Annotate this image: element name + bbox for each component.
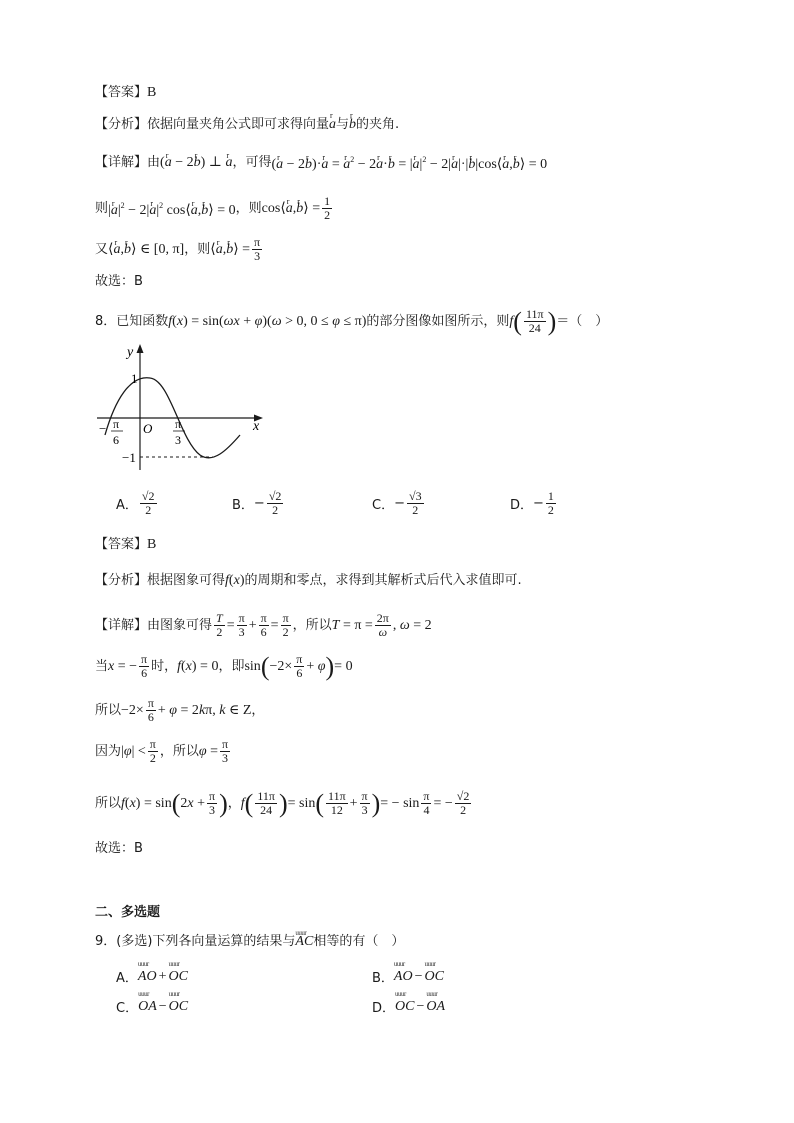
q8-stem-mid: 的部分图像如图所示，则 bbox=[366, 313, 510, 329]
q9-option-b-v1: uuur AO bbox=[394, 969, 413, 985]
q8-frac-pi2b: $\frac{\pi}{2}$ bbox=[149, 737, 156, 765]
q8-function-def: f(x) = sin(ωx + φ)(ω > 0, 0 ≤ φ ≤ π) bbox=[168, 313, 367, 329]
q7-detail-tag: 【详解】 bbox=[95, 154, 148, 170]
q8-frac-2pi-omega: $\frac{2\pi}{\omega}$ bbox=[376, 611, 389, 639]
q8-option-c-letter: C． bbox=[372, 498, 395, 513]
q7-answer-line bbox=[95, 83, 156, 103]
q8-inner-2: + φ bbox=[306, 658, 326, 674]
q8-f-eval: f bbox=[240, 795, 245, 811]
q8-option-d[interactable] bbox=[510, 490, 558, 517]
q8-option-c[interactable] bbox=[372, 490, 426, 517]
q8-paren-r2: ) bbox=[325, 651, 335, 681]
q8-phase-2: + φ = 2kπ, k ∈ Z bbox=[157, 702, 252, 718]
q7-formula-perp: (r a − 2r b) ⊥ r a bbox=[160, 153, 232, 173]
q8-answer: B bbox=[147, 537, 157, 552]
q7-detail-1-pre: 由 bbox=[147, 154, 161, 170]
q8-paren-l5: ( bbox=[315, 788, 325, 818]
q9-option-d-op: − bbox=[416, 998, 425, 1014]
q8-option-b-value: $\frac{√2}{2}$ bbox=[268, 489, 282, 517]
q7-conclusion-text: 故选：B bbox=[95, 274, 143, 289]
q7-frac-half: $\frac{1}{2}$ bbox=[324, 194, 331, 222]
q7-analysis-end: 的夹角. bbox=[356, 117, 400, 132]
q8-eq-1: = bbox=[226, 617, 235, 633]
q8-option-b-sign: − bbox=[253, 496, 265, 511]
q8-frac-T2: $\frac{T}{2}$ bbox=[216, 611, 223, 639]
q7-analysis-line bbox=[95, 115, 399, 135]
q8-target: f bbox=[509, 313, 514, 329]
q8-option-a-value: $\frac{√2}{2}$ bbox=[141, 489, 155, 517]
q9-option-c-letter: C． bbox=[116, 1001, 139, 1016]
q8-eq-neg-sin: = − sin bbox=[380, 795, 420, 811]
q7-analysis-mid: 与 bbox=[336, 117, 350, 132]
q8-plus-2: + bbox=[349, 795, 358, 811]
q8-phase-1: −2× bbox=[121, 702, 144, 718]
q8-frac-11pi24b: $\frac{11\pi}{24}$ bbox=[257, 789, 275, 817]
q8-frac-pi3d: $\frac{\pi}{3}$ bbox=[361, 789, 368, 817]
q9-option-b[interactable] bbox=[372, 967, 444, 986]
q7-detail-line-2 bbox=[95, 195, 334, 222]
q8-detail-3-pre: 所以 bbox=[95, 702, 122, 718]
q8-frac-sqrt2: $\frac{√2}{2}$ bbox=[456, 789, 470, 817]
q8-y-label: y bbox=[127, 345, 134, 360]
q9-option-d-v1: uuur OC bbox=[395, 999, 414, 1015]
q7-vector-b: r b bbox=[349, 115, 356, 135]
section-title-text: 二、多选题 bbox=[95, 905, 161, 920]
q8-stem-pre: 8．已知函数 bbox=[95, 313, 169, 329]
q7-detail-2-pre: 则 bbox=[95, 200, 109, 216]
q9-option-c-v1: uuur OA bbox=[138, 999, 157, 1015]
q8-plus-1: + bbox=[248, 617, 257, 633]
q8-analysis-pre: 根据图象可得 bbox=[147, 573, 226, 588]
q7-formula-dot: (r a − 2r b)·r a = r $a^2 - 2r$ a·r b = |r $a|^2 - 2|r$ a|·|r b|cos⟨r a,r b⟩ = 0 bbox=[271, 150, 547, 175]
q8-detail-2-pre: 当 bbox=[95, 658, 109, 674]
q8-fx-zero: f(x) = 0 bbox=[177, 658, 219, 674]
q7-answer-tag: 【答案】 bbox=[95, 85, 148, 100]
q8-detail-1-mid: ，所以 bbox=[292, 617, 332, 633]
q8-stem bbox=[95, 308, 608, 335]
q8-analysis-fx: f(x) bbox=[225, 573, 245, 588]
q8-eq-zero: = 0 bbox=[334, 658, 353, 674]
q9-option-a-op: + bbox=[158, 968, 167, 984]
q8-detail-4-pre: 因为 bbox=[95, 743, 122, 759]
q8-analysis-line bbox=[95, 571, 522, 591]
q8-detail-3-end: ， bbox=[251, 702, 265, 718]
q8-detail-line-1 bbox=[95, 612, 432, 639]
q8-frac-pi3a: $\frac{\pi}{3}$ bbox=[238, 611, 245, 639]
q8-origin-label: O bbox=[143, 421, 153, 436]
q8-eq-neg: = − bbox=[433, 795, 453, 811]
q9-option-a[interactable] bbox=[116, 967, 188, 986]
q8-eq-sin: = sin bbox=[287, 795, 316, 811]
q9-option-a-letter: A． bbox=[116, 971, 138, 986]
q9-option-d[interactable] bbox=[372, 997, 445, 1016]
q8-option-a-letter: A． bbox=[116, 498, 138, 513]
q9-option-a-v2: uuur OC bbox=[168, 969, 187, 985]
q8-paren-r3: ) bbox=[219, 788, 228, 818]
q8-fx-def: f(x) = sin bbox=[121, 795, 172, 811]
q8-answer-line bbox=[95, 535, 156, 555]
q8-detail-line-3 bbox=[95, 697, 264, 724]
q8-frac-pi6c: $\frac{\pi}{6}$ bbox=[296, 652, 303, 680]
q7-detail-2-mid: ，则 bbox=[235, 200, 262, 216]
q8-detail-line-2 bbox=[95, 653, 353, 680]
q8-y-neg-one-label: −1 bbox=[122, 450, 136, 465]
q8-eq-2: = bbox=[270, 617, 279, 633]
q8-paren-l2: ( bbox=[260, 651, 270, 681]
q8-period-eq: T = π = bbox=[331, 617, 373, 633]
q8-inner-1: −2× bbox=[269, 658, 293, 674]
q8-phi-bound: |φ| < bbox=[121, 743, 146, 759]
section-title bbox=[95, 903, 160, 923]
q7-detail-line-1 bbox=[95, 150, 547, 175]
q8-paren-r5: ) bbox=[371, 788, 381, 818]
q7-analysis-text: 依据向量夹角公式即可求得向量 bbox=[147, 117, 330, 132]
q7-answer: B bbox=[147, 85, 157, 100]
q8-tick-pos-num: π bbox=[175, 417, 182, 431]
q8-phi-eq: φ = bbox=[198, 743, 219, 759]
q7-detail-1-mid: ，可得 bbox=[232, 154, 272, 170]
q8-omega-eq: , ω = 2 bbox=[392, 617, 432, 633]
q8-2x: 2x + bbox=[180, 795, 205, 811]
q8-paren-r: ) bbox=[547, 306, 557, 336]
q8-frac-pi6b: $\frac{\pi}{6}$ bbox=[141, 652, 148, 680]
q8-frac-11pi12: $\frac{11\pi}{12}$ bbox=[328, 789, 346, 817]
q8-tick-neg-num: π bbox=[113, 417, 120, 431]
q8-y-one-label: 1 bbox=[131, 371, 138, 386]
q8-detail-tag: 【详解】 bbox=[95, 617, 148, 633]
q7-formula-angle: ⟨r a,r b⟩ = bbox=[210, 240, 250, 260]
q8-detail-5-mid: ， bbox=[227, 795, 241, 811]
q8-paren-l: ( bbox=[513, 306, 522, 336]
q8-analysis-tag: 【分析】 bbox=[95, 573, 148, 588]
q8-tick-neg-sign: − bbox=[99, 421, 107, 436]
q7-vector-a: r a bbox=[329, 115, 336, 135]
q8-graph bbox=[95, 340, 270, 475]
q8-frac-pi6a: $\frac{\pi}{6}$ bbox=[260, 611, 267, 639]
q9-option-c[interactable] bbox=[116, 997, 188, 1016]
q8-frac-pi6d: $\frac{\pi}{6}$ bbox=[147, 696, 154, 724]
q9-stem-pre: 9．(多选)下列各向量运算的结果与 bbox=[95, 934, 296, 949]
q9-stem bbox=[95, 932, 404, 952]
q7-formula-range: ⟨r a,r b⟩ ∈ [0, π] bbox=[108, 240, 184, 260]
q8-analysis-post: 的周期和零点，求得到其解析式后代入求值即可. bbox=[244, 573, 522, 588]
q7-detail-line-3 bbox=[95, 236, 264, 263]
q8-option-c-sign: − bbox=[394, 496, 405, 511]
q8-tick-pos-den: 3 bbox=[175, 433, 181, 447]
q8-paren-l4: ( bbox=[244, 788, 254, 818]
q8-detail-5-pre: 所以 bbox=[95, 795, 122, 811]
q9-option-b-op: − bbox=[414, 968, 423, 984]
q7-analysis-tag: 【分析】 bbox=[95, 117, 148, 132]
q8-paren-r4: ) bbox=[278, 788, 288, 818]
q8-detail-4-mid: ，所以 bbox=[159, 743, 199, 759]
q8-option-a[interactable] bbox=[116, 490, 159, 517]
q8-detail-line-4 bbox=[95, 738, 232, 765]
q9-option-d-v2: uuur OA bbox=[426, 999, 445, 1015]
q7-detail-3-mid: ，则 bbox=[184, 241, 211, 257]
q7-formula-2: |r $a|^2 - 2|r$ $a|^2$ cos⟨r a,r b⟩ = 0 bbox=[108, 196, 236, 221]
q8-frac-pi3b: $\frac{\pi}{3}$ bbox=[222, 737, 229, 765]
q9-stem-vector: uuur AC bbox=[295, 932, 313, 952]
q8-stem-end: ＝（ ） bbox=[556, 313, 609, 329]
q8-conclusion-text: 故选：B bbox=[95, 841, 143, 856]
q8-x-label: x bbox=[253, 419, 260, 434]
q7-formula-cos: cos⟨r a,r b⟩ = bbox=[262, 199, 320, 219]
q8-option-d-value: $\frac{1}{2}$ bbox=[547, 489, 554, 517]
q8-sin-pre: sin bbox=[244, 658, 261, 674]
q7-conclusion bbox=[95, 272, 143, 292]
q8-detail-1-pre: 由图象可得 bbox=[147, 617, 213, 633]
q9-option-b-v2: uuur OC bbox=[425, 969, 444, 985]
q8-paren-l3: ( bbox=[171, 788, 181, 818]
q8-detail-2-mid2: ，即 bbox=[218, 658, 245, 674]
q7-detail-3-pre: 又 bbox=[95, 241, 109, 257]
q9-option-d-letter: D． bbox=[372, 1001, 396, 1016]
q8-x-eq: x = − bbox=[108, 658, 138, 674]
q8-option-b[interactable] bbox=[232, 490, 285, 517]
q8-conclusion bbox=[95, 839, 143, 859]
q8-option-d-letter: D． bbox=[510, 498, 534, 513]
q8-detail-2-mid: 时， bbox=[151, 658, 178, 674]
q7-frac-pi3: $\frac{\pi}{3}$ bbox=[254, 235, 261, 263]
q8-frac-11pi24: $\frac{11\pi}{24}$ bbox=[525, 307, 544, 335]
q9-option-c-v2: uuur OC bbox=[169, 999, 188, 1015]
q8-frac-pi3c: $\frac{\pi}{3}$ bbox=[209, 789, 216, 817]
q8-option-d-sign: − bbox=[533, 496, 544, 511]
q8-answer-tag: 【答案】 bbox=[95, 537, 148, 552]
q8-tick-neg-den: 6 bbox=[113, 433, 119, 447]
q8-frac-pi2a: $\frac{\pi}{2}$ bbox=[282, 611, 289, 639]
q8-option-b-letter: B． bbox=[232, 498, 254, 513]
q8-option-c-value: $\frac{√3}{2}$ bbox=[408, 489, 422, 517]
q9-option-a-v1: uuur AO bbox=[138, 969, 157, 985]
q9-option-b-letter: B． bbox=[372, 971, 394, 986]
q9-option-c-op: − bbox=[158, 998, 167, 1014]
q8-y-arrow bbox=[137, 344, 144, 353]
q8-frac-pi4: $\frac{\pi}{4}$ bbox=[423, 789, 430, 817]
q9-stem-end: 相等的有（ ） bbox=[313, 934, 405, 949]
q8-detail-line-5 bbox=[95, 790, 473, 817]
